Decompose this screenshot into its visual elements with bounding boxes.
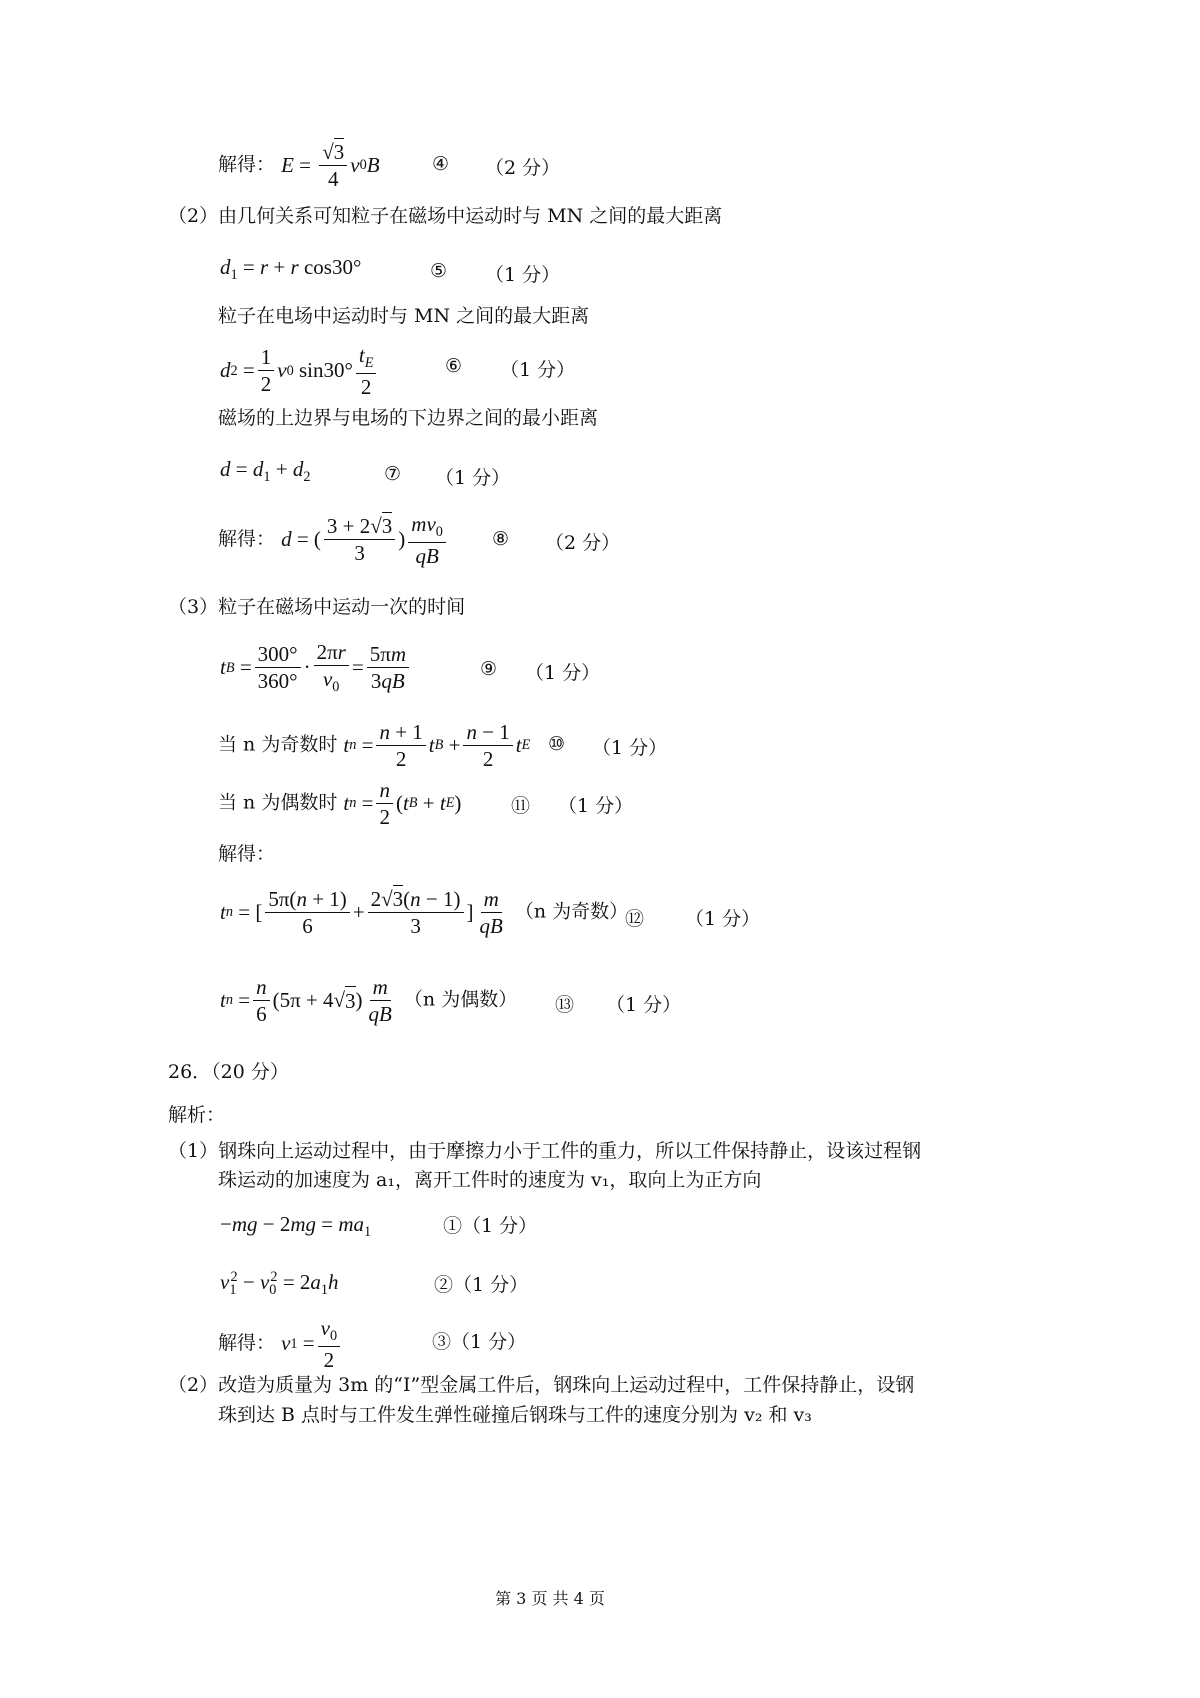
solve-label: 解得： bbox=[218, 1331, 276, 1354]
eq5-tag: ⑤ bbox=[430, 260, 448, 282]
eq13-math: t n = $\frac{n}{6}$ (5π + 4√ 3 ) $\frac{m}{qB}$ bbox=[220, 975, 392, 1027]
eq6-score: （1 分） bbox=[500, 359, 576, 381]
solve-label: 解得： bbox=[218, 527, 276, 550]
eq9-math: t B = $\frac{300^\circ}{360^\circ}$ · $\frac{2\pi r}{v_0}$ = $\frac{5\pi m}{3qB}$ bbox=[220, 640, 412, 696]
eq13-line bbox=[220, 975, 517, 1026]
eq12-tag: ⑫ bbox=[625, 908, 645, 930]
eq10-text: 当 n 为奇数时 bbox=[218, 733, 338, 756]
eq8-tag: ⑧ bbox=[492, 528, 510, 550]
q26-part1-line1: （1）钢珠向上运动过程中，由于摩擦力小于工件的重力，所以工件保持静止，设该过程钢 bbox=[168, 1140, 922, 1162]
eq11-score: （1 分） bbox=[558, 795, 634, 817]
eq5-score: （1 分） bbox=[485, 264, 561, 286]
eq11-text: 当 n 为偶数时 bbox=[218, 791, 338, 814]
q26-part2-line1: （2）改造为质量为 3m 的“I”型金属工件后，钢珠向上运动过程中，工件保持静止，设钢 bbox=[168, 1374, 915, 1396]
solve-label: 解得： bbox=[218, 153, 276, 176]
eq7-tag: ⑦ bbox=[384, 463, 402, 485]
eq10-score: （1 分） bbox=[592, 737, 668, 759]
eq13-score: （1 分） bbox=[606, 994, 682, 1016]
q26-eq2-math: $v_1^2 - v_0^2 = 2a_1h$ bbox=[220, 1269, 339, 1299]
q26-eq3-math: v 1 = $\frac{v_0}{2}$ bbox=[281, 1316, 343, 1372]
q26-part2-line2: 珠到达 B 点时与工件发生弹性碰撞后钢珠与工件的速度分别为 v₂ 和 v₃ bbox=[218, 1404, 812, 1426]
q26-eq2-tag: ②（1 分） bbox=[434, 1274, 529, 1296]
q26-eq1-tag: ①（1 分） bbox=[443, 1215, 538, 1237]
q26-part1-line2: 珠运动的加速度为 a₁，离开工件时的速度为 v₁，取向上为正方向 bbox=[218, 1169, 762, 1191]
eq13-tag: ⑬ bbox=[555, 994, 575, 1016]
eq4-tag: ④ bbox=[432, 153, 450, 175]
eq7-text: 磁场的上边界与电场的下边界之间的最小距离 bbox=[218, 407, 599, 429]
eq8-score: （2 分） bbox=[545, 532, 621, 554]
eq5-math: $d_1 = r + r$ cos30° bbox=[220, 255, 362, 284]
eq7-score: （1 分） bbox=[435, 467, 511, 489]
eq4-score: （2 分） bbox=[485, 157, 561, 179]
eq9-tag: ⑨ bbox=[480, 658, 498, 680]
eq10-tag: ⑩ bbox=[548, 733, 566, 755]
eq8-line bbox=[218, 512, 449, 568]
q26-title: 26．（20 分） bbox=[168, 1061, 289, 1083]
eq10-math: t n = $\frac{n + 1}{2}$ t B + $\frac{n - 1}{2}$ t E bbox=[343, 720, 531, 772]
eq12-score: （1 分） bbox=[685, 908, 761, 930]
eq11-math: t n = $\frac{n}{2}$ ( t B + t E ) bbox=[343, 778, 462, 830]
q26-eq3-line bbox=[218, 1316, 343, 1372]
eq4-math: E = $\frac{√3}{4}$ v 0 B bbox=[281, 140, 380, 192]
part2-intro: （2）由几何关系可知粒子在磁场中运动时与 MN 之间的最大距离 bbox=[168, 205, 723, 227]
eq4-line bbox=[218, 140, 380, 191]
eq12-label: 解得： bbox=[218, 843, 276, 865]
q26-eq1-math: $-mg - 2mg = ma_1$ bbox=[220, 1212, 372, 1241]
eq12-line bbox=[220, 887, 628, 938]
eq10-line bbox=[218, 720, 530, 771]
eq7-math: $d = d_1 + d_2$ bbox=[220, 457, 311, 486]
page-footer: 第 3 页 共 4 页 bbox=[495, 1589, 605, 1608]
eq6-math: d 2 = $\frac{1}{2}$ v 0 sin30° $\frac{t_E}{2}$ bbox=[220, 343, 379, 399]
eq11-line bbox=[218, 778, 461, 829]
eq8-math: d = ( $\frac{3 + 2√3}{3}$ ) $\frac{mv_0}{qB}$ bbox=[281, 512, 449, 568]
q26-analysis-label: 解析： bbox=[168, 1104, 226, 1126]
eq9-score: （1 分） bbox=[525, 662, 601, 684]
eq12-note: （n 为奇数） bbox=[514, 900, 629, 923]
q26-eq3-tag: ③（1 分） bbox=[432, 1331, 527, 1353]
eq11-tag: ⑪ bbox=[511, 795, 531, 817]
eq13-note: （n 为偶数） bbox=[403, 988, 518, 1011]
part3-intro: （3）粒子在磁场中运动一次的时间 bbox=[168, 596, 466, 618]
eq6-text: 粒子在电场中运动时与 MN 之间的最大距离 bbox=[218, 305, 590, 327]
eq12-math: t n = [ $\frac{5\pi(n + 1)}{6}$ + $\frac{2√3(n - 1)}{3}$ ] $\frac{m}{qB}$ bbox=[220, 887, 503, 939]
eq6-tag: ⑥ bbox=[445, 355, 463, 377]
